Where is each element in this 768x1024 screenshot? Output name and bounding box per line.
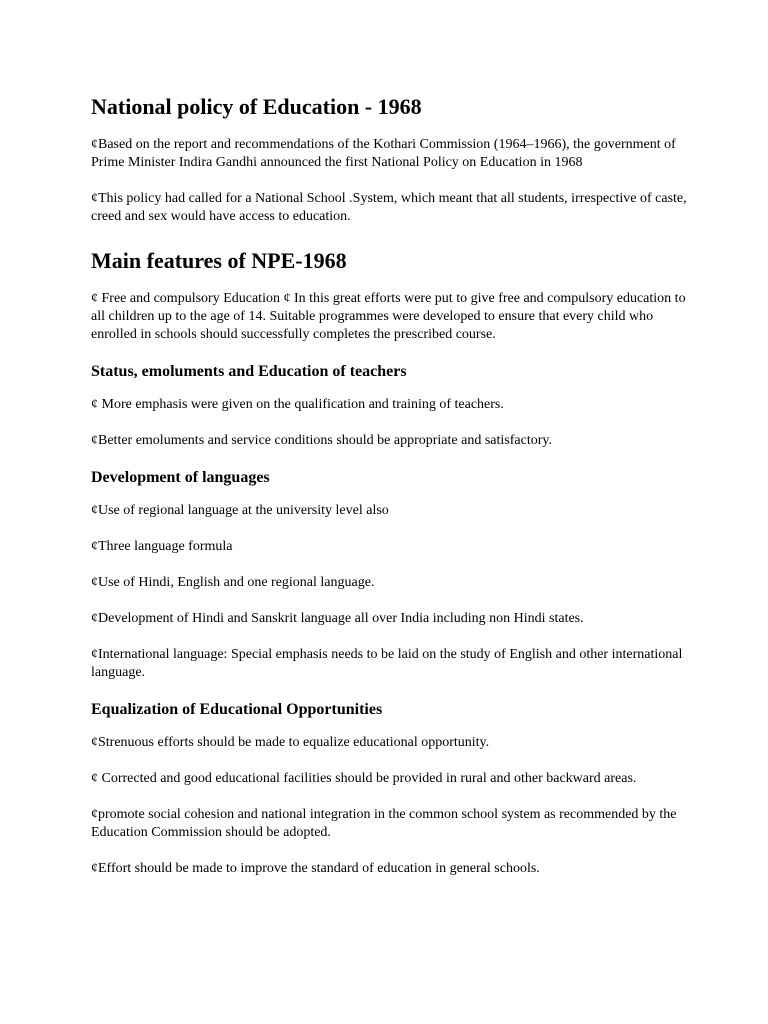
features-intro-paragraph: ¢ Free and compulsory Education ¢ In this great efforts were put to give free and compulsory education to all children up to the age of 14. Suitable programmes were developed to ensure that every child who enrolled in schools should successfully completes the prescribed course. [91, 291, 686, 342]
intro-paragraph: ¢This policy had called for a National School .System, which meant that all students, irrespective of caste, creed and sex would have access to education. [91, 191, 687, 224]
list-item: ¢ Corrected and good educational facilities should be provided in rural and other backward areas. [91, 771, 637, 786]
list-item: ¢Effort should be made to improve the standard of education in general schools. [91, 861, 540, 876]
section-heading-teachers: Status, emoluments and Education of teachers [91, 363, 407, 380]
intro-paragraph: ¢Based on the report and recommendations of the Kothari Commission (1964–1966), the government of Prime Minister Indira Gandhi announced the first National Policy on Education in 1968 [91, 137, 676, 170]
list-item: ¢Three language formula [91, 539, 233, 554]
list-item: ¢Strenuous efforts should be made to equalize educational opportunity. [91, 735, 490, 750]
features-heading: Main features of NPE-1968 [91, 248, 347, 273]
list-item: ¢ More emphasis were given on the qualification and training of teachers. [91, 397, 504, 412]
list-item: ¢Use of regional language at the university level also [91, 503, 389, 518]
list-item: ¢promote social cohesion and national integration in the common school system as recommended by the Education Commission should be adopted. [91, 807, 677, 840]
list-item: ¢International language: Special emphasis needs to be laid on the study of English and other international language. [91, 647, 683, 680]
list-item: ¢Development of Hindi and Sanskrit language all over India including non Hindi states. [91, 611, 584, 626]
list-item: ¢Use of Hindi, English and one regional language. [91, 575, 375, 590]
section-heading-equalization: Equalization of Educational Opportunities [91, 701, 383, 718]
section-heading-languages: Development of languages [91, 469, 270, 486]
list-item: ¢Better emoluments and service conditions should be appropriate and satisfactory. [91, 433, 552, 448]
page-title: National policy of Education - 1968 [91, 94, 422, 119]
